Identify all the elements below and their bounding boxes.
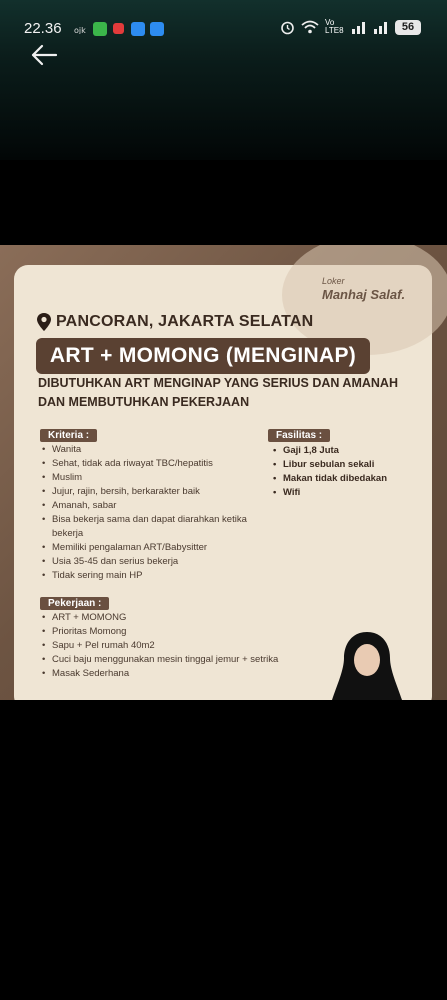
signal-icon xyxy=(351,20,367,34)
fasilitas-item: • Gaji 1,8 Juta xyxy=(272,444,422,458)
brand-name: Manhaj Salaf. xyxy=(322,287,406,302)
kriteria-item: • Tidak sering main HP xyxy=(41,569,261,583)
pekerjaan-item: • Cuci baju menggunakan mesin tinggal jemur + setrika xyxy=(41,653,331,667)
kriteria-item: • Sehat, tidak ada riwayat TBC/hepatitis xyxy=(41,457,261,471)
svg-text:ojk: ojk xyxy=(74,25,86,34)
notification-icons xyxy=(74,21,164,36)
alarm-icon xyxy=(280,20,295,35)
job-title-banner xyxy=(36,338,370,374)
kriteria-item: • Amanah, sabar xyxy=(41,499,261,513)
brand-small-text: Loker xyxy=(322,276,345,286)
battery-indicator: 56 xyxy=(395,20,421,35)
app-icon-red xyxy=(113,23,124,34)
job-title: ART + MOMONG (MENGINAP) xyxy=(49,344,357,367)
pekerjaan-item: • Sapu + Pel rumah 40m2 xyxy=(41,639,331,653)
description-line-2: DAN MEMBUTUHKAN PEKERJAAN xyxy=(38,395,250,409)
system-icons xyxy=(280,19,421,35)
back-arrow-icon[interactable] xyxy=(30,43,58,67)
kriteria-list xyxy=(41,443,261,583)
network-label: Vo LTE8 xyxy=(325,18,344,35)
kriteria-label: Kriteria : xyxy=(40,429,97,442)
pekerjaan-list xyxy=(41,611,331,681)
app-icon-blue xyxy=(131,22,145,36)
kriteria-item: • Wanita xyxy=(41,443,261,457)
kriteria-item: • Muslim xyxy=(41,471,261,485)
signal-icon-2 xyxy=(373,20,389,34)
brand-logo xyxy=(322,276,405,302)
wifi-icon xyxy=(301,20,319,34)
kriteria-item: • Memiliki pengalaman ART/Babysitter xyxy=(41,541,261,555)
kriteria-item: • Bisa bekerja sama dan dapat diarahkan ketika bekerja xyxy=(41,513,261,541)
fasilitas-item: • Wifi xyxy=(272,486,422,500)
kriteria-item: • Usia 35-45 dan serius bekerja xyxy=(41,555,261,569)
pekerjaan-item: • ART + MOMONG xyxy=(41,611,331,625)
top-app-bar xyxy=(0,0,447,160)
status-bar xyxy=(0,0,447,58)
hijab-woman-illustration xyxy=(332,630,402,700)
pekerjaan-label: Pekerjaan : xyxy=(40,597,109,610)
location-pin-icon xyxy=(36,312,52,332)
fasilitas-list xyxy=(272,444,422,500)
notification-icon xyxy=(74,24,88,34)
fasilitas-label: Fasilitas : xyxy=(268,429,330,442)
app-icon-green xyxy=(93,22,107,36)
pekerjaan-item: • Masak Sederhana xyxy=(41,667,331,681)
status-time: 22.36 xyxy=(24,20,62,37)
pekerjaan-item: • Prioritas Momong xyxy=(41,625,331,639)
kriteria-item: • Jujur, rajin, bersih, berkarakter baik xyxy=(41,485,261,499)
fasilitas-item: • Libur sebulan sekali xyxy=(272,458,422,472)
job-description xyxy=(38,374,398,412)
fasilitas-item: • Makan tidak dibedakan xyxy=(272,472,422,486)
location-text: PANCORAN, JAKARTA SELATAN xyxy=(56,313,314,330)
location-row xyxy=(36,312,313,332)
description-line-1: DIBUTUHKAN ART MENGINAP YANG SERIUS DAN AMANAH xyxy=(38,376,398,390)
app-icon-blue-2 xyxy=(150,22,164,36)
